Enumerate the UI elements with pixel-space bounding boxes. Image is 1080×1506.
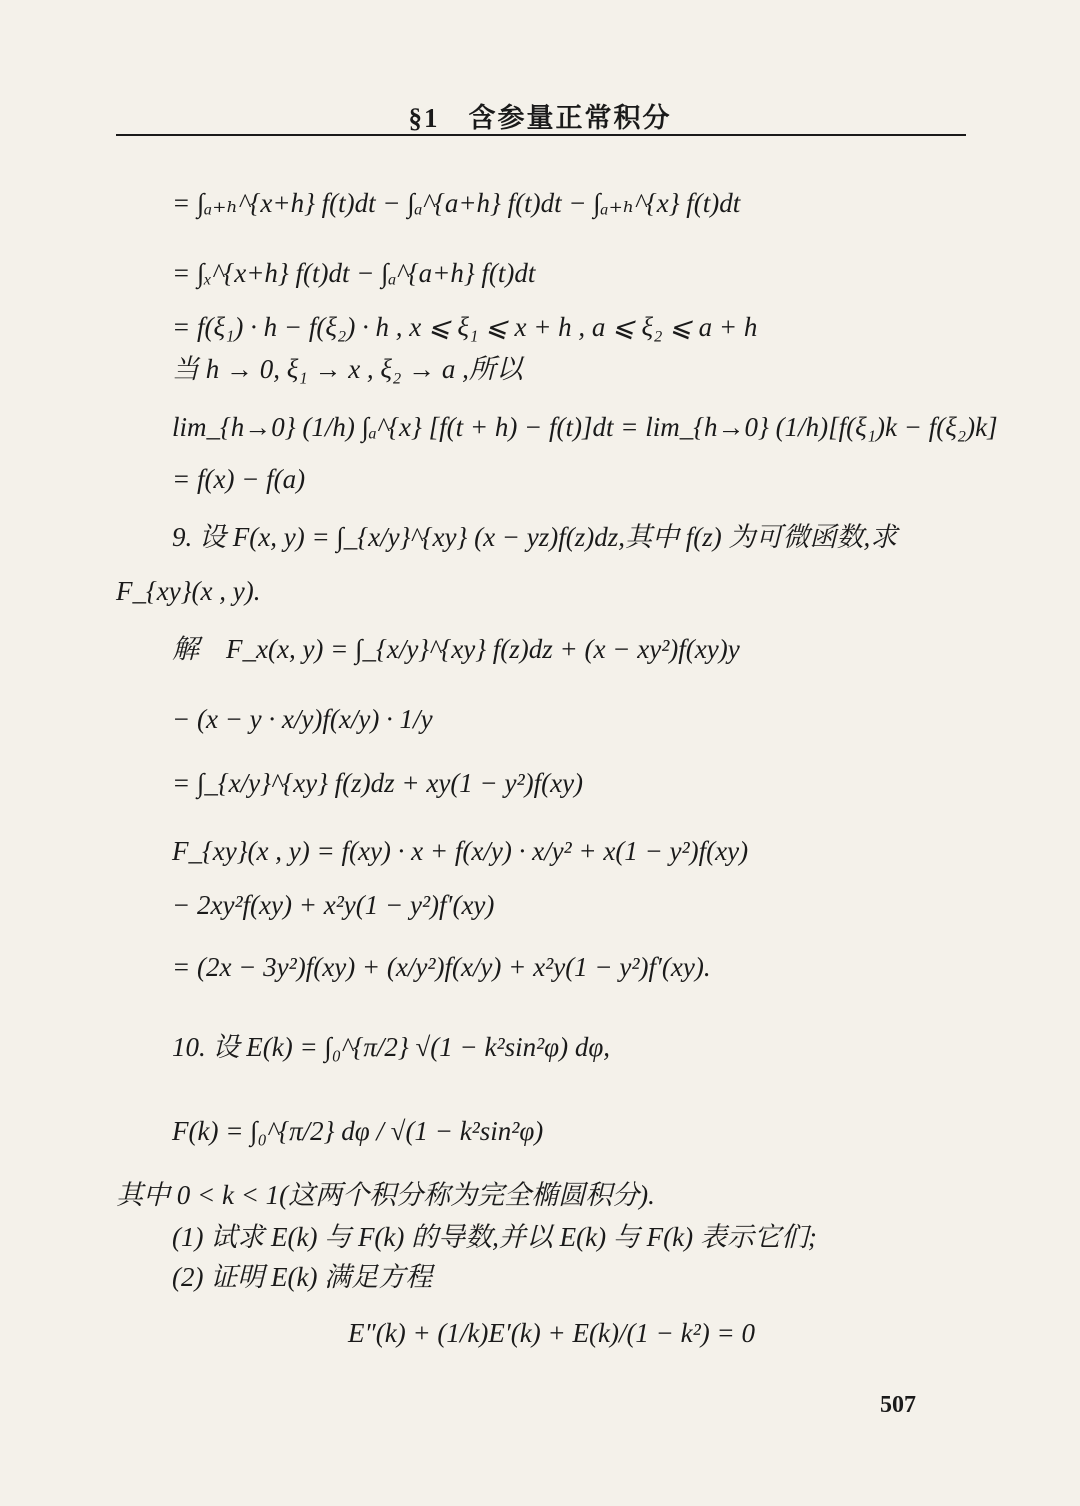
math-line: F_{xy}(x , y) = f(xy) · x + f(x/y) · x/y² + x(1 − y²)f(xy) xyxy=(172,836,749,866)
subquestion-2: (2) 证明 E(k) 满足方程 xyxy=(172,1262,433,1292)
math-line: lim_{h→0} (1/h) ∫ₐ^{x} [f(t + h) − f(t)]dt = lim_{h→0} (1/h)[f(ξ₁)k − f(ξ₂)k] xyxy=(172,412,998,442)
subquestion-1: (1) 试求 E(k) 与 F(k) 的导数,并以 E(k) 与 F(k) 表示它们; xyxy=(172,1222,817,1252)
text-line: 其中 0 < k < 1(这两个积分称为完全椭圆积分). xyxy=(116,1180,655,1210)
math-line: = ∫_{x/y}^{xy} f(z)dz + xy(1 − y²)f(xy) xyxy=(172,768,584,798)
text-line: 当 h → 0, ξ₁ → x , ξ₂ → a ,所以 xyxy=(172,354,523,384)
problem-10-statement-cont: F(k) = ∫₀^{π/2} dφ / √(1 − k²sin²φ) xyxy=(172,1116,544,1146)
equation-line: E″(k) + (1/k)E′(k) + E(k)/(1 − k²) = 0 xyxy=(348,1318,755,1348)
problem-9-statement: 9. 设 F(x, y) = ∫_{x/y}^{xy} (x − yz)f(z)dz,其中 f(z) 为可微函数,求 xyxy=(172,522,898,552)
problem-9-statement-cont: F_{xy}(x , y). xyxy=(116,576,261,606)
page-header: §1 含参量正常积分 xyxy=(408,103,672,133)
math-line: = ∫ₐ₊ₕ^{x+h} f(t)dt − ∫ₐ^{a+h} f(t)dt − ∫ₐ₊ₕ^{x} f(t)dt xyxy=(172,188,741,218)
math-line: = f(ξ₁) · h − f(ξ₂) · h , x ⩽ ξ₁ ⩽ x + h , a ⩽ ξ₂ ⩽ a + h xyxy=(172,312,758,342)
solution-line: 解 F_x(x, y) = ∫_{x/y}^{xy} f(z)dz + (x − xy²)f(xy)y xyxy=(172,634,740,664)
problem-10-statement: 10. 设 E(k) = ∫₀^{π/2} √(1 − k²sin²φ) dφ, xyxy=(172,1032,611,1062)
math-line: = (2x − 3y²)f(xy) + (x/y²)f(x/y) + x²y(1 − y²)f′(xy). xyxy=(172,952,711,982)
math-line: − 2xy²f(xy) + x²y(1 − y²)f′(xy) xyxy=(172,890,495,920)
math-line: = f(x) − f(a) xyxy=(172,464,306,494)
page-number: 507 xyxy=(880,1392,916,1418)
header-rule xyxy=(116,134,966,136)
math-line: = ∫ₓ^{x+h} f(t)dt − ∫ₐ^{a+h} f(t)dt xyxy=(172,258,536,288)
math-line: − (x − y · x/y)f(x/y) · 1/y xyxy=(172,704,433,734)
